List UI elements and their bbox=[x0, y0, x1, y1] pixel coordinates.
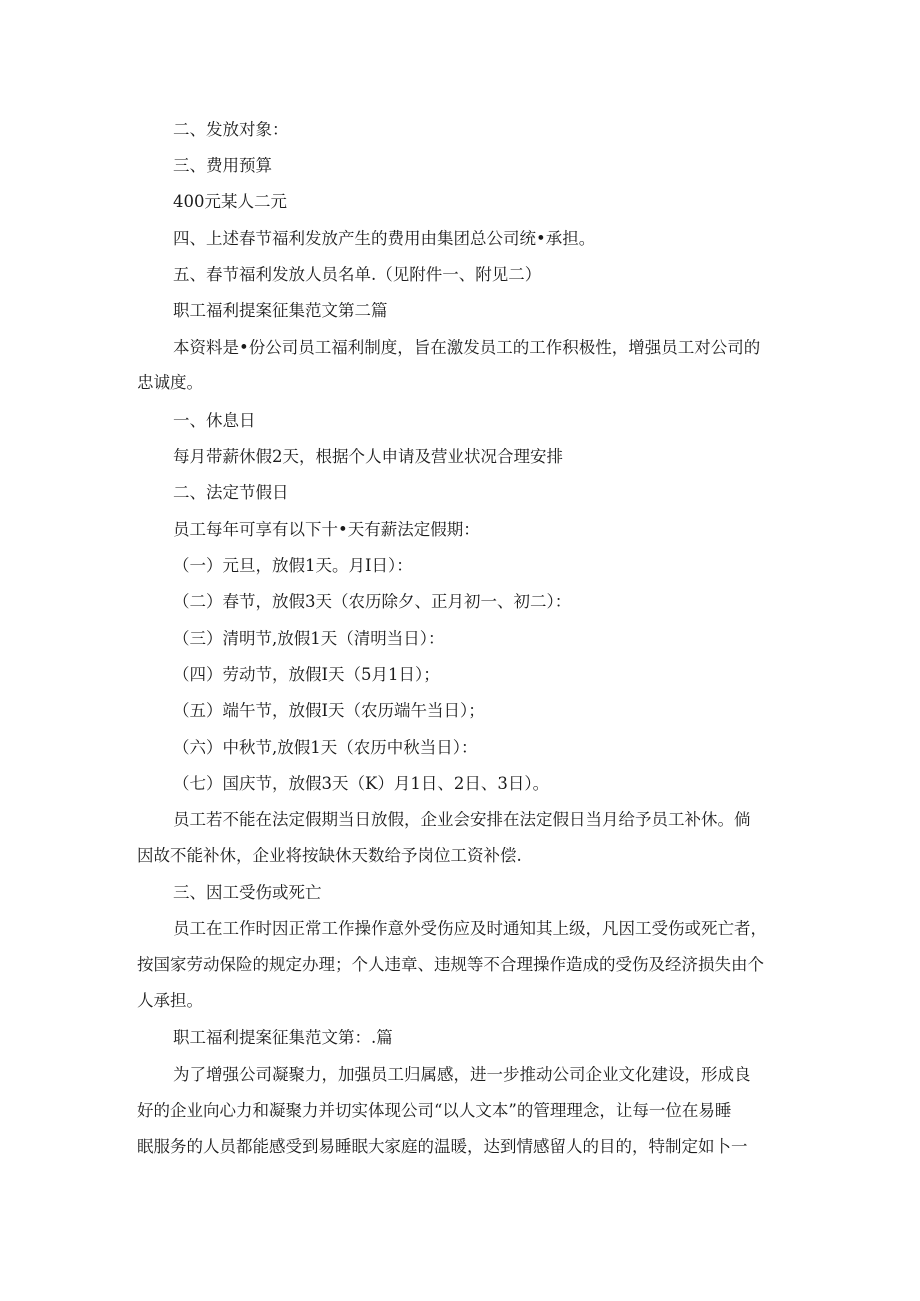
text-line: 为了增强公司凝聚力，加强员工归属感，进一步推动公司企业文化建设，形成良 bbox=[173, 1065, 751, 1084]
section-heading: 职工福利提案征集范文第二篇 bbox=[173, 301, 388, 320]
list-item: （六）中秋节,放假1天（农历中秋当日）： bbox=[173, 738, 478, 757]
text-line: 按国家劳动保险的规定办理；个人违章、违规等不合理操作造成的受伤及经济损失由个 bbox=[137, 955, 764, 974]
section-heading: 职工福利提案征集范文第：.篇 bbox=[173, 1028, 393, 1047]
text-line: 一、休息日 bbox=[173, 411, 256, 430]
list-item: （二）春节，放假3天（农历除夕、正月初一、初二）： bbox=[173, 592, 572, 611]
list-item: （一）元旦，放假1天。月I日）： bbox=[173, 556, 413, 575]
text-line: 眠服务的人员都能感受到易睡眠大家庭的温暖，达到情感留人的目的，特制定如卜一 bbox=[137, 1137, 748, 1156]
list-item: （五）端午节，放假I天（农历端午当日）； bbox=[173, 701, 485, 720]
list-item: （七）国庆节，放假3天（K）月1日、2日、3日）。 bbox=[173, 774, 550, 793]
text-line: 员工每年可享有以下十•天有薪法定假期： bbox=[173, 520, 480, 539]
text-line: 400元某人二元 bbox=[173, 192, 287, 211]
text-line: 三、费用预算 bbox=[173, 156, 272, 175]
text-line: 二、法定节假日 bbox=[173, 483, 289, 502]
text-line: 员工若不能在法定假期当日放假，企业会安排在法定假日当月给予员工补休。倘 bbox=[173, 810, 751, 829]
list-item: （四）劳动节，放假I天（5月1日）； bbox=[173, 665, 440, 684]
text-line: 好的企业向心力和凝聚力并切实体现公司“以人文本”的管理理念，让每一位在易睡 bbox=[137, 1101, 732, 1120]
text-line: 人承担。 bbox=[137, 991, 203, 1010]
text-line: 员工在工作时因正常工作操作意外受伤应及时通知其上级，凡因工受伤或死亡者， bbox=[173, 919, 767, 938]
text-line: 四、上述春节福利发放产生的费用由集团总公司统•承担。 bbox=[173, 229, 596, 248]
text-line: 忠诚度。 bbox=[137, 373, 203, 392]
text-line: 三、因工受伤或死亡 bbox=[173, 883, 322, 902]
text-line: 五、春节福利发放人员名单.（见附件一、附见二） bbox=[173, 265, 542, 284]
list-item: （三）清明节,放假1天（清明当日）： bbox=[173, 629, 445, 648]
text-line: 因故不能补休，企业将按缺休天数给予岗位工资补偿. bbox=[137, 846, 522, 865]
text-line: 本资料是•份公司员工福利制度，旨在激发员工的工作积极性，增强员工对公司的 bbox=[173, 338, 761, 357]
text-line: 二、发放对象： bbox=[173, 120, 289, 139]
text-line: 每月带薪休假2天，根据个人申请及营业状况合理安排 bbox=[173, 447, 563, 466]
